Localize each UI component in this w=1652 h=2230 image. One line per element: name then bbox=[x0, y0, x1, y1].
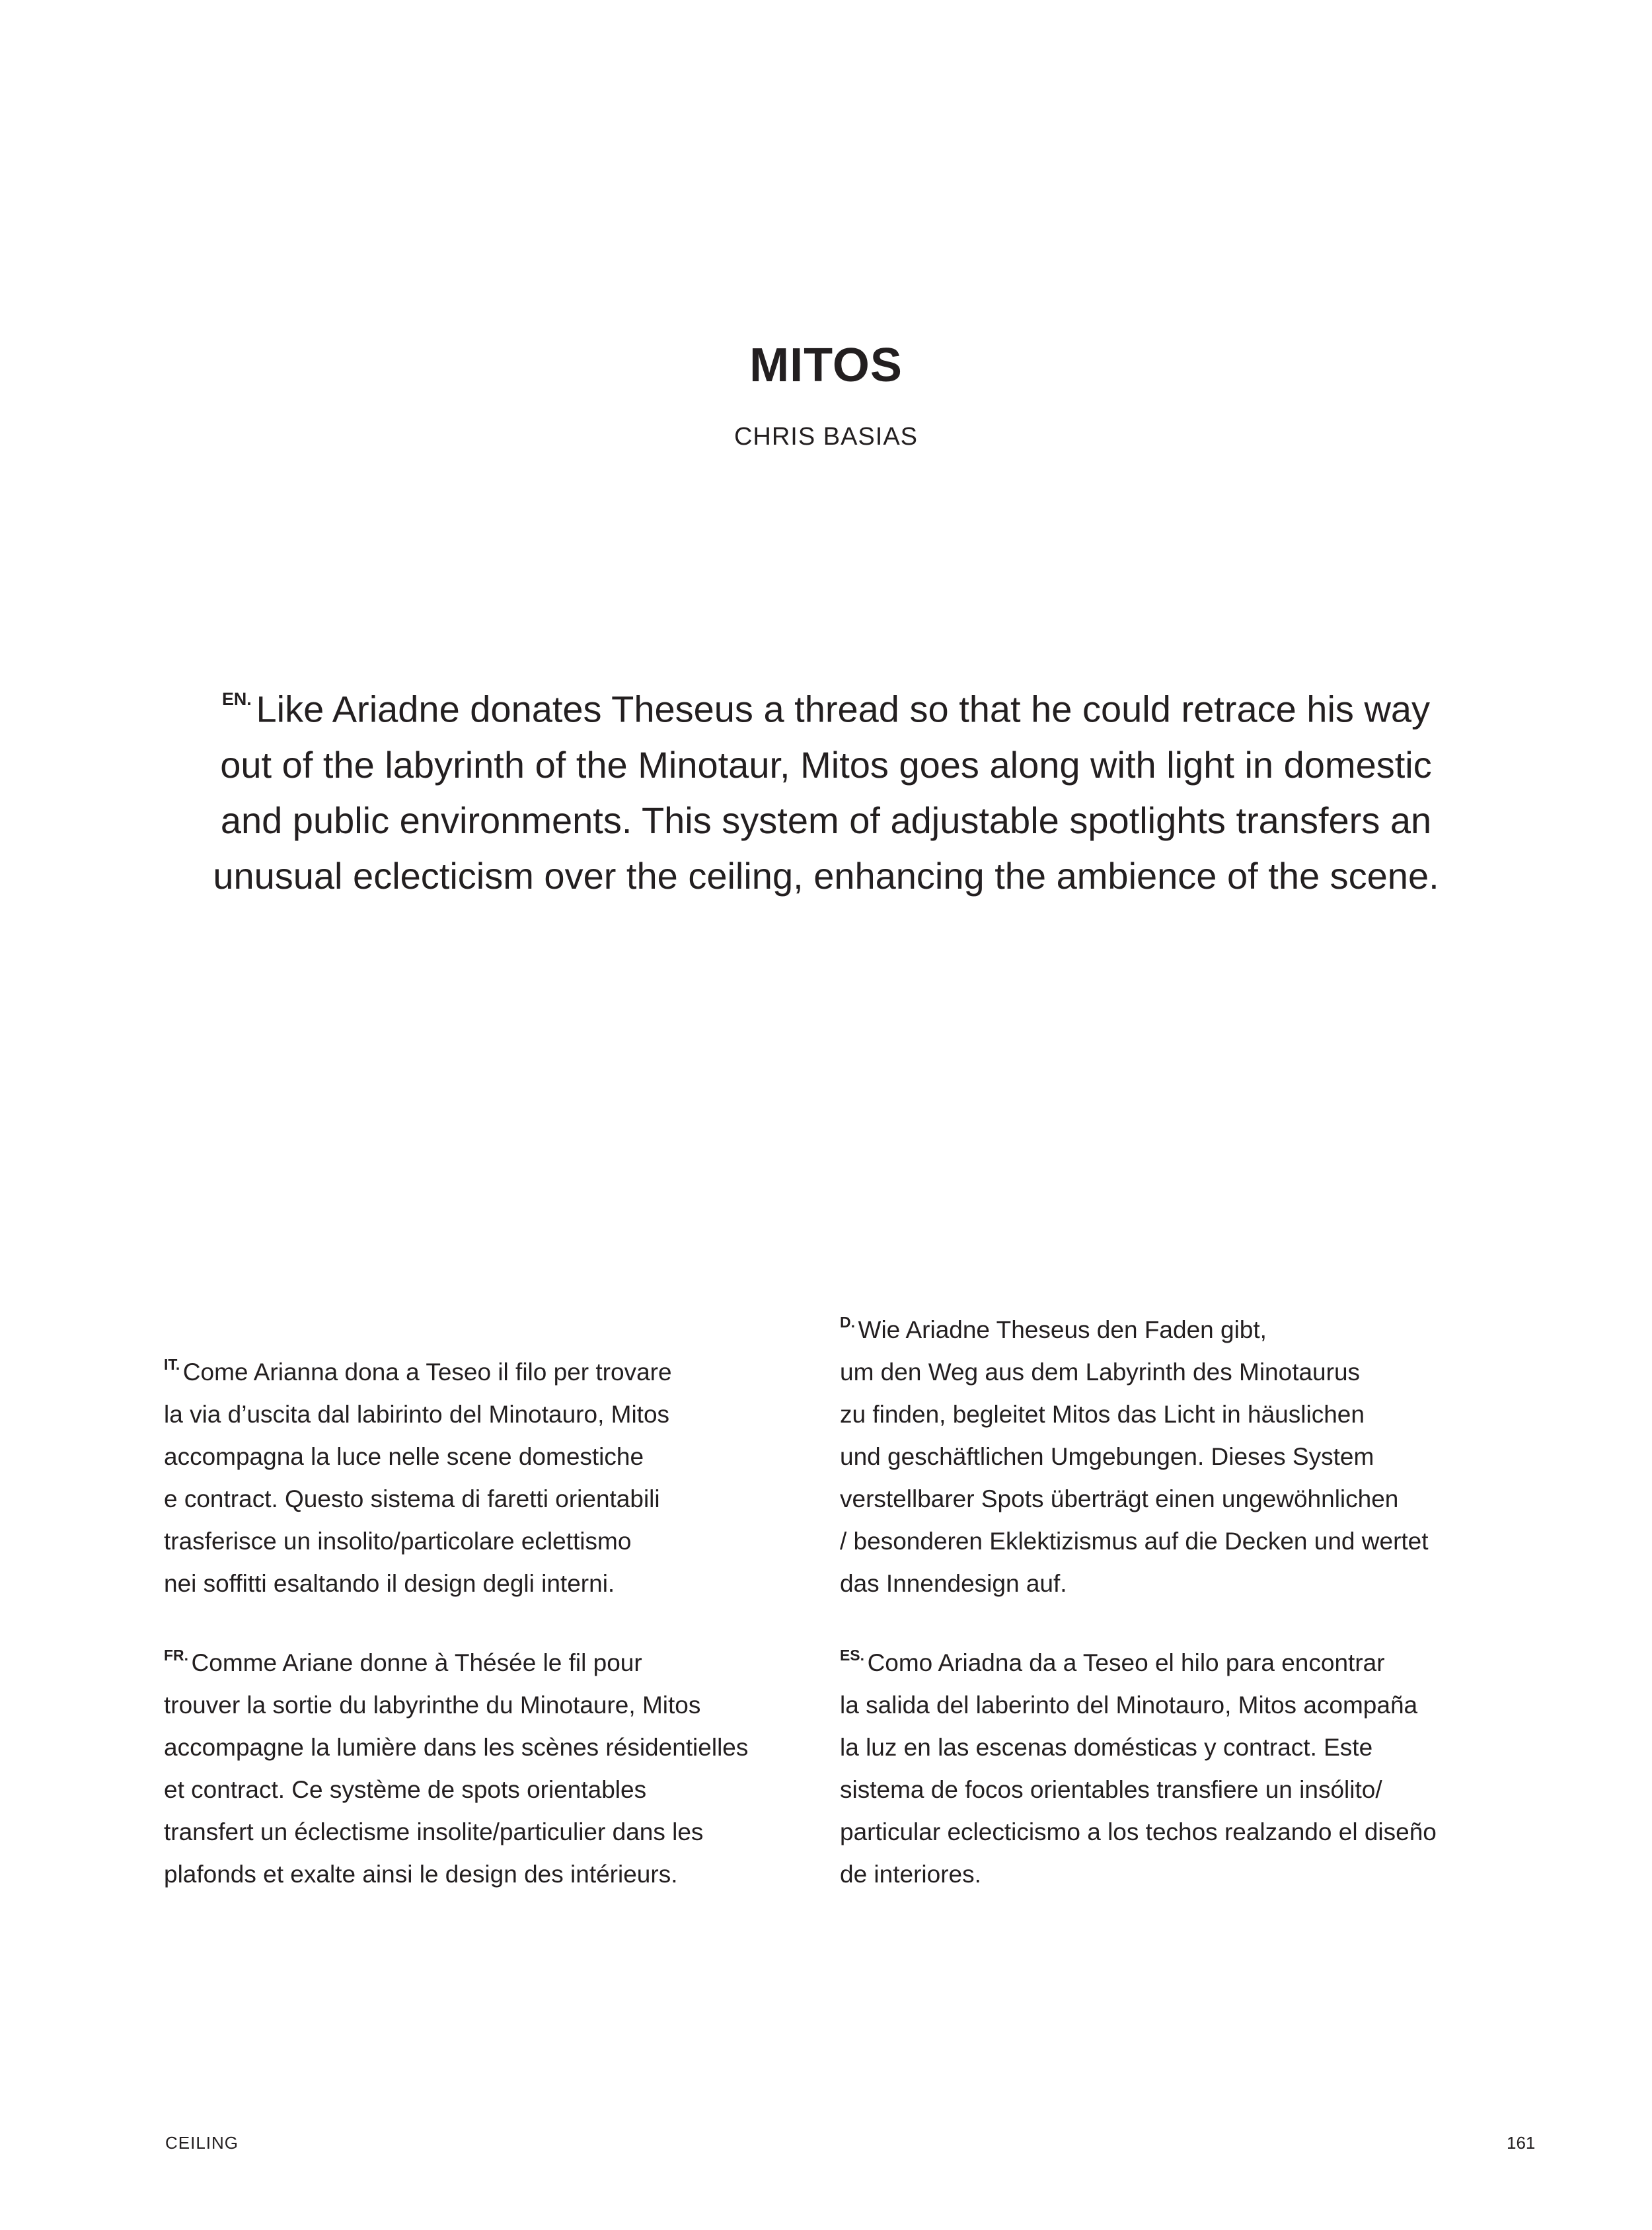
footer-section-label: CEILING bbox=[165, 2133, 239, 2153]
paragraph-line: trasferisce un insolito/particolare eclettismo bbox=[164, 1528, 632, 1555]
paragraph-es bbox=[840, 1634, 1437, 1896]
paragraph-line: transfert un éclectisme insolite/particulier dans les bbox=[164, 1818, 704, 1846]
paragraph-line: $^{D.}$ Wie Ariadne Theseus den Faden gibt, bbox=[840, 1314, 1267, 1344]
intro-line: and public environments. This system of adjustable spotlights transfers an bbox=[220, 799, 1432, 841]
page-title: MITOS bbox=[749, 339, 903, 392]
paragraph-line: accompagna la luce nelle scene domestiche bbox=[164, 1443, 644, 1471]
paragraph-line: nei soffitti esaltando il design degli interni. bbox=[164, 1570, 615, 1598]
paragraph-line: la salida del laberinto del Minotauro, Mitos acompaña bbox=[840, 1691, 1418, 1719]
paragraph-line: das Innendesign auf. bbox=[840, 1570, 1067, 1598]
paragraph-line: plafonds et exalte ainsi le design des intérieurs. bbox=[164, 1861, 678, 1888]
paragraph-line: zu finden, begleitet Mitos das Licht in häuslichen bbox=[840, 1401, 1365, 1429]
language-tag-es: ES. bbox=[840, 1647, 864, 1664]
paragraph-it bbox=[164, 1343, 672, 1605]
page-number: 161 bbox=[1507, 2133, 1536, 2153]
language-tag-en: EN. bbox=[221, 689, 252, 709]
paragraph-line: $^{FR.}$ Comme Ariane donne à Thésée le fil pour bbox=[164, 1647, 642, 1677]
paragraph-line: verstellbarer Spots überträgt einen ungewöhnlichen bbox=[840, 1485, 1399, 1513]
intro-line: out of the labyrinth of the Minotaur, Mitos goes along with light in domestic bbox=[220, 743, 1432, 786]
paragraph-line: e contract. Questo sistema di faretti orientabili bbox=[164, 1485, 660, 1513]
paragraph-line: sistema de focos orientables transfiere un insólito/ bbox=[840, 1776, 1382, 1804]
paragraph-line: accompagne la lumière dans les scènes résidentielles bbox=[164, 1734, 749, 1762]
paragraph-line: la via d’uscita dal labirinto del Minotauro, Mitos bbox=[164, 1401, 670, 1429]
paragraph-line: $^{IT.}$ Come Arianna dona a Teseo il filo per trovare bbox=[164, 1356, 672, 1386]
paragraph-line: um den Weg aus dem Labyrinth des Minotaurus bbox=[840, 1358, 1361, 1386]
intro-line: $^{EN.}$ Like Ariadne donates Theseus a thread so that he could retrace his way bbox=[221, 688, 1431, 730]
designer-name: CHRIS BASIAS bbox=[733, 423, 919, 451]
paragraph-line: particular eclecticismo a los techos realzando el diseño bbox=[840, 1818, 1437, 1846]
paragraph-line: de interiores. bbox=[840, 1861, 981, 1888]
paragraph-line: $^{ES.}$ Como Ariadna da a Teseo el hilo para encontrar bbox=[840, 1647, 1385, 1677]
paragraph-line: trouver la sortie du labyrinthe du Minotaure, Mitos bbox=[164, 1691, 701, 1719]
paragraph-line: et contract. Ce système de spots orientables bbox=[164, 1776, 647, 1804]
paragraph-de bbox=[840, 1301, 1429, 1605]
paragraph-fr bbox=[164, 1634, 748, 1896]
paragraph-line: la luz en las escenas domésticas y contract. Este bbox=[840, 1734, 1373, 1762]
intro-paragraph-en bbox=[132, 671, 1520, 904]
language-tag-fr: FR. bbox=[164, 1647, 188, 1664]
intro-line: unusual eclecticism over the ceiling, enhancing the ambience of the scene. bbox=[213, 854, 1439, 897]
paragraph-line: / besonderen Eklektizismus auf die Decken und wertet bbox=[840, 1528, 1429, 1555]
language-tag-de: D. bbox=[840, 1314, 855, 1331]
language-tag-it: IT. bbox=[164, 1356, 180, 1373]
paragraph-line: und geschäftlichen Umgebungen. Dieses System bbox=[840, 1443, 1374, 1471]
